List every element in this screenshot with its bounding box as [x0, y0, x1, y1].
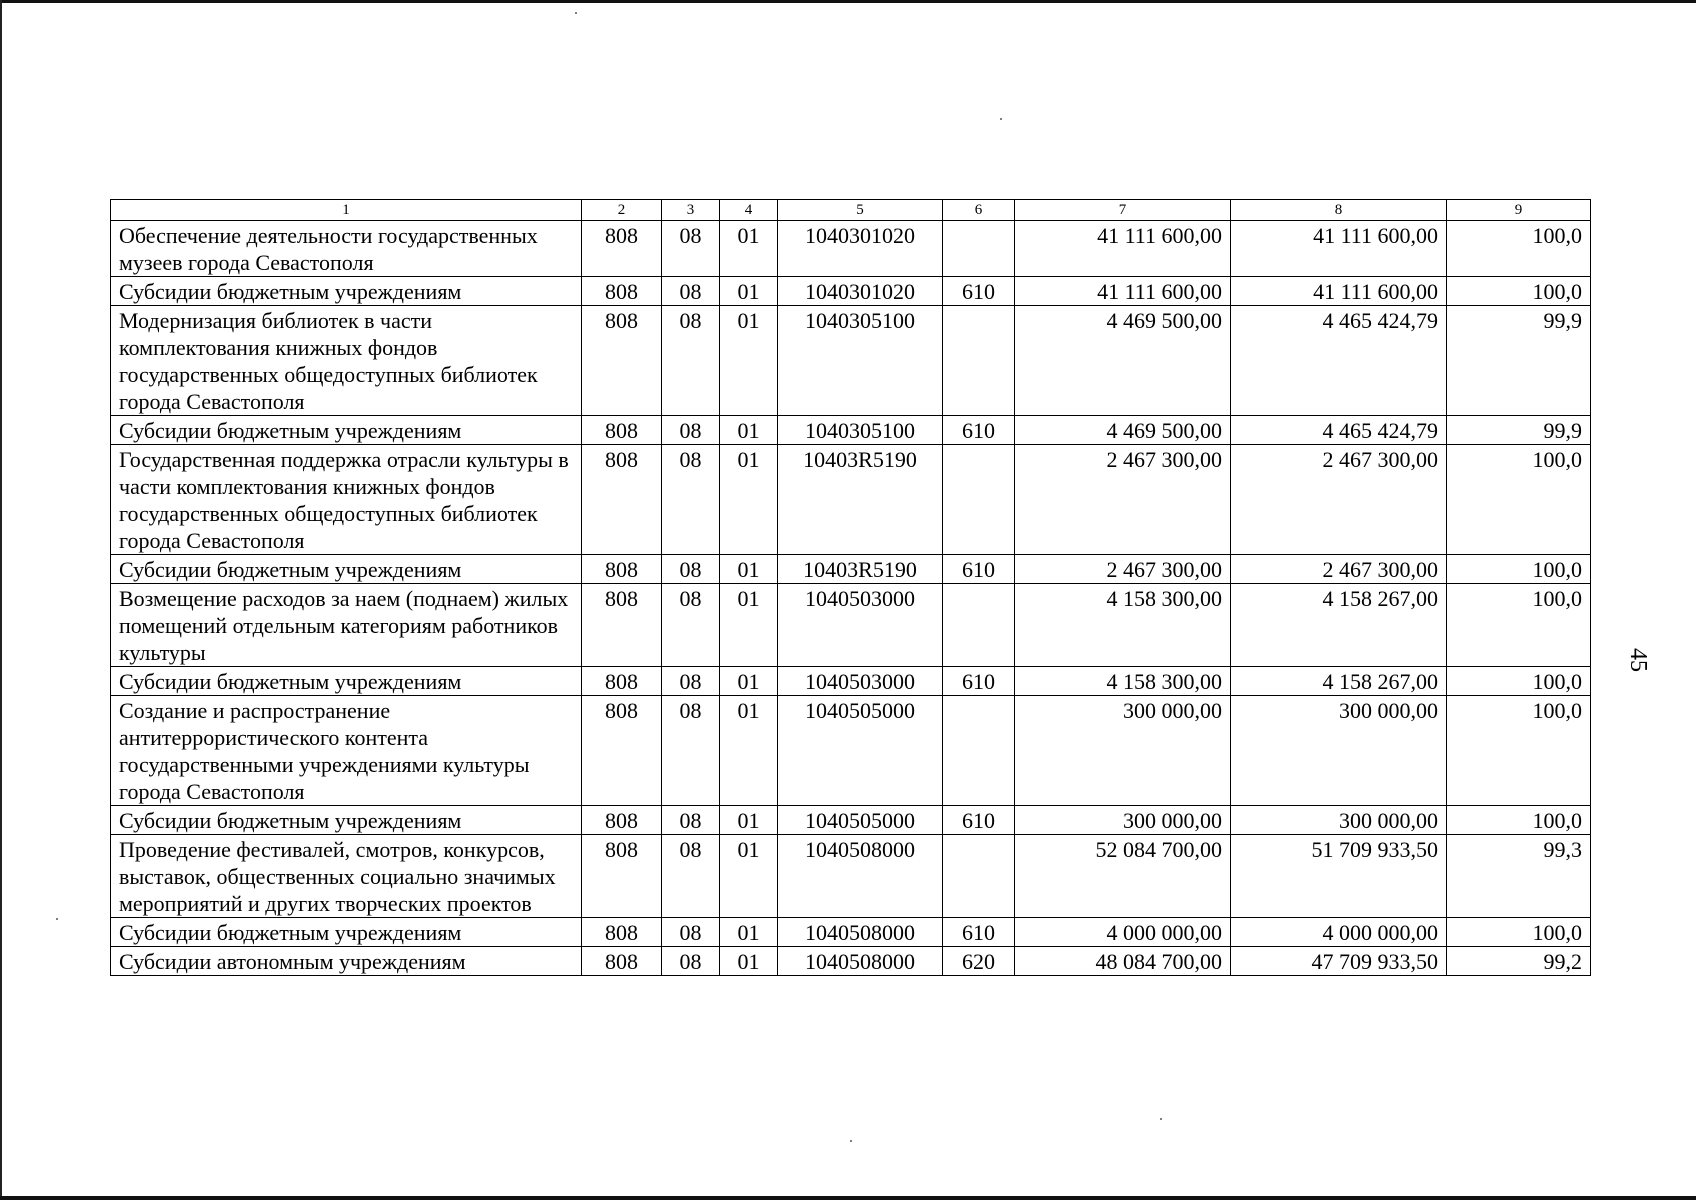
execution-percent: 99,2 — [1447, 947, 1591, 976]
planned-amount: 48 084 700,00 — [1015, 947, 1231, 976]
planned-amount: 41 111 600,00 — [1015, 221, 1231, 277]
target-article-code: 1040508000 — [778, 918, 943, 947]
section-code: 08 — [662, 221, 720, 277]
planned-amount: 300 000,00 — [1015, 806, 1231, 835]
expense-type-code: 610 — [943, 806, 1015, 835]
department-code: 808 — [582, 445, 662, 555]
item-name: Проведение фестивалей, смотров, конкурсов, выставок, общественных социально значимых мероприятий и других творческих проектов — [111, 835, 582, 918]
executed-amount: 41 111 600,00 — [1231, 221, 1447, 277]
target-article-code: 1040505000 — [778, 696, 943, 806]
item-name: Создание и распространение антитеррористического контента государственными учреждениями культуры города Севастополя — [111, 696, 582, 806]
department-code: 808 — [582, 584, 662, 667]
executed-amount: 300 000,00 — [1231, 806, 1447, 835]
table-row — [111, 806, 1591, 835]
expense-type-code: 610 — [943, 667, 1015, 696]
scan-border-top — [0, 0, 1696, 3]
expense-type-code: 610 — [943, 277, 1015, 306]
scan-speck — [56, 918, 58, 920]
executed-amount: 4 465 424,79 — [1231, 306, 1447, 416]
column-header: 6 — [943, 200, 1015, 221]
table-row — [111, 445, 1591, 555]
table-row — [111, 947, 1591, 976]
column-header: 5 — [778, 200, 943, 221]
column-header: 4 — [720, 200, 778, 221]
section-code: 08 — [662, 555, 720, 584]
department-code: 808 — [582, 835, 662, 918]
executed-amount: 4 000 000,00 — [1231, 918, 1447, 947]
item-name: Субсидии автономным учреждениям — [111, 947, 582, 976]
execution-percent: 99,9 — [1447, 306, 1591, 416]
department-code: 808 — [582, 416, 662, 445]
execution-percent: 100,0 — [1447, 696, 1591, 806]
execution-percent: 100,0 — [1447, 806, 1591, 835]
item-name: Обеспечение деятельности государственных музеев города Севастополя — [111, 221, 582, 277]
planned-amount: 4 469 500,00 — [1015, 416, 1231, 445]
table-row — [111, 221, 1591, 277]
target-article-code: 1040503000 — [778, 667, 943, 696]
expense-type-code: 610 — [943, 416, 1015, 445]
table-row — [111, 835, 1591, 918]
item-name: Субсидии бюджетным учреждениям — [111, 806, 582, 835]
target-article-code: 1040301020 — [778, 277, 943, 306]
execution-percent: 100,0 — [1447, 918, 1591, 947]
target-article-code: 10403R5190 — [778, 445, 943, 555]
scan-speck — [850, 1140, 852, 1142]
column-number-row — [111, 200, 1591, 221]
section-code: 08 — [662, 835, 720, 918]
expense-type-code — [943, 221, 1015, 277]
table-row — [111, 918, 1591, 947]
column-header: 9 — [1447, 200, 1591, 221]
expense-type-code — [943, 835, 1015, 918]
department-code: 808 — [582, 306, 662, 416]
department-code: 808 — [582, 667, 662, 696]
item-name: Субсидии бюджетным учреждениям — [111, 918, 582, 947]
section-code: 08 — [662, 918, 720, 947]
executed-amount: 4 158 267,00 — [1231, 667, 1447, 696]
department-code: 808 — [582, 277, 662, 306]
table-row — [111, 306, 1591, 416]
expense-type-code: 620 — [943, 947, 1015, 976]
column-header: 1 — [111, 200, 582, 221]
target-article-code: 1040305100 — [778, 416, 943, 445]
executed-amount: 51 709 933,50 — [1231, 835, 1447, 918]
target-article-code: 1040301020 — [778, 221, 943, 277]
executed-amount: 47 709 933,50 — [1231, 947, 1447, 976]
planned-amount: 4 000 000,00 — [1015, 918, 1231, 947]
execution-percent: 100,0 — [1447, 555, 1591, 584]
table-row — [111, 667, 1591, 696]
target-article-code: 1040505000 — [778, 806, 943, 835]
item-name: Государственная поддержка отрасли культуры в части комплектования книжных фондов государственных общедоступных библиотек города Севастополя — [111, 445, 582, 555]
expense-type-code — [943, 584, 1015, 667]
department-code: 808 — [582, 918, 662, 947]
table-row — [111, 555, 1591, 584]
column-header: 7 — [1015, 200, 1231, 221]
section-code: 08 — [662, 445, 720, 555]
department-code: 808 — [582, 555, 662, 584]
planned-amount: 52 084 700,00 — [1015, 835, 1231, 918]
section-code: 08 — [662, 306, 720, 416]
section-code: 08 — [662, 277, 720, 306]
executed-amount: 300 000,00 — [1231, 696, 1447, 806]
department-code: 808 — [582, 221, 662, 277]
department-code: 808 — [582, 806, 662, 835]
section-code: 08 — [662, 667, 720, 696]
target-article-code: 1040503000 — [778, 584, 943, 667]
subsection-code: 01 — [720, 584, 778, 667]
scan-speck — [1000, 118, 1002, 120]
execution-percent: 99,3 — [1447, 835, 1591, 918]
expense-type-code: 610 — [943, 918, 1015, 947]
item-name: Модернизация библиотек в части комплектования книжных фондов государственных общедоступных библиотек города Севастополя — [111, 306, 582, 416]
section-code: 08 — [662, 806, 720, 835]
budget-table — [110, 199, 1591, 976]
subsection-code: 01 — [720, 416, 778, 445]
target-article-code: 1040508000 — [778, 835, 943, 918]
table-row — [111, 696, 1591, 806]
item-name: Субсидии бюджетным учреждениям — [111, 555, 582, 584]
item-name: Субсидии бюджетным учреждениям — [111, 277, 582, 306]
executed-amount: 41 111 600,00 — [1231, 277, 1447, 306]
executed-amount: 4 465 424,79 — [1231, 416, 1447, 445]
planned-amount: 300 000,00 — [1015, 696, 1231, 806]
expense-type-code — [943, 696, 1015, 806]
table-row — [111, 277, 1591, 306]
page-number: 45 — [1625, 648, 1651, 672]
department-code: 808 — [582, 947, 662, 976]
scan-border-bottom — [0, 1196, 1696, 1200]
item-name: Субсидии бюджетным учреждениям — [111, 416, 582, 445]
subsection-code: 01 — [720, 947, 778, 976]
planned-amount: 2 467 300,00 — [1015, 445, 1231, 555]
execution-percent: 99,9 — [1447, 416, 1591, 445]
expense-type-code: 610 — [943, 555, 1015, 584]
subsection-code: 01 — [720, 445, 778, 555]
section-code: 08 — [662, 584, 720, 667]
subsection-code: 01 — [720, 835, 778, 918]
execution-percent: 100,0 — [1447, 667, 1591, 696]
subsection-code: 01 — [720, 918, 778, 947]
subsection-code: 01 — [720, 221, 778, 277]
subsection-code: 01 — [720, 696, 778, 806]
execution-percent: 100,0 — [1447, 221, 1591, 277]
target-article-code: 1040508000 — [778, 947, 943, 976]
target-article-code: 1040305100 — [778, 306, 943, 416]
section-code: 08 — [662, 416, 720, 445]
scan-speck — [1160, 1118, 1162, 1120]
planned-amount: 4 158 300,00 — [1015, 584, 1231, 667]
executed-amount: 2 467 300,00 — [1231, 445, 1447, 555]
subsection-code: 01 — [720, 306, 778, 416]
table-row — [111, 584, 1591, 667]
planned-amount: 2 467 300,00 — [1015, 555, 1231, 584]
column-header: 8 — [1231, 200, 1447, 221]
expense-type-code — [943, 306, 1015, 416]
execution-percent: 100,0 — [1447, 584, 1591, 667]
item-name: Возмещение расходов за наем (поднаем) жилых помещений отдельным категориям работников культуры — [111, 584, 582, 667]
section-code: 08 — [662, 696, 720, 806]
column-header: 3 — [662, 200, 720, 221]
item-name: Субсидии бюджетным учреждениям — [111, 667, 582, 696]
planned-amount: 41 111 600,00 — [1015, 277, 1231, 306]
scan-border-left — [0, 0, 2, 1200]
execution-percent: 100,0 — [1447, 445, 1591, 555]
department-code: 808 — [582, 696, 662, 806]
planned-amount: 4 158 300,00 — [1015, 667, 1231, 696]
column-header: 2 — [582, 200, 662, 221]
table-row — [111, 416, 1591, 445]
scan-speck — [575, 12, 577, 14]
subsection-code: 01 — [720, 667, 778, 696]
subsection-code: 01 — [720, 806, 778, 835]
section-code: 08 — [662, 947, 720, 976]
planned-amount: 4 469 500,00 — [1015, 306, 1231, 416]
executed-amount: 2 467 300,00 — [1231, 555, 1447, 584]
expense-type-code — [943, 445, 1015, 555]
target-article-code: 10403R5190 — [778, 555, 943, 584]
subsection-code: 01 — [720, 277, 778, 306]
execution-percent: 100,0 — [1447, 277, 1591, 306]
subsection-code: 01 — [720, 555, 778, 584]
executed-amount: 4 158 267,00 — [1231, 584, 1447, 667]
